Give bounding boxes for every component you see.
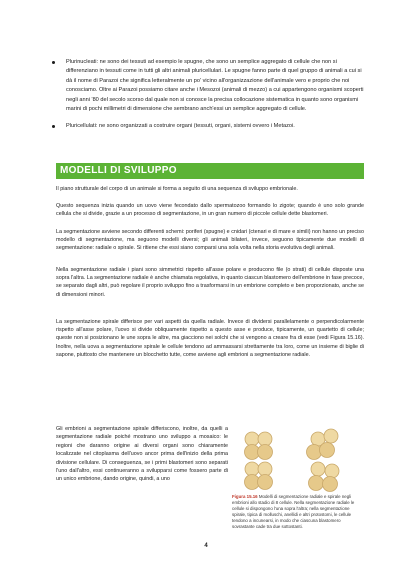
embryo-illustration: [232, 425, 364, 493]
paragraph: La segmentazione avviene secondo differenti schemi: poriferi (spugne) e cnidari (ctenari e di mare e simili) non hanno un preciso modello di segmentazione, ma seguono modelli diversi; gli animali bilateri, invece, seguono tipicamente due modelli di segmentazione: radiale o spirale. Si ritiene che essi siano comparsi una sola volta nella storia evolutiva degli animali.: [56, 229, 364, 252]
figure-label: Figura 15.16: [232, 494, 258, 499]
section-heading: MODELLI DI SVILUPPO: [56, 163, 364, 179]
figure-caption-text: Modelli di segmentazione radiale e spirale negli embrioni allo stadio di 8 cellule. Nella segmentazione radiale le cellule si dispongono l'una sopra l'altra; nella segmentazione spirale, tipica di molluschi, anellidi e altri protostomi, le cellule tendono a incunearsi, in modo che ciascuna blastomero sovrastante cade tra due sottostanti.: [232, 494, 355, 529]
page-number: 4: [204, 543, 208, 549]
bullet-item: [50, 58, 368, 114]
paragraph: La segmentazione spirale differisce per vari aspetti da quella radiale. Invece di dividersi parallelamente o perpendicolarmente rispetto all'asse polare, l'uovo si divide obliquamente rispetto a questo asse e produce, tipicamente, un quartetto di cellule; queste non si posizionano le une sopra le altre, ma giacciono nei solchi che si vengono a creare fra di esse (vedi Figura 15.16). Inoltre, nella uova a segmentazione spirale le cellule tendono ad ammassarsi strettamente tra loro, come un insieme di biglie di sapone, piuttosto che mantenere un blocchetto tutte, come avviene agli embrioni a segmentazione radiale.: [56, 319, 364, 358]
bullet-text: Plurinucleati: ne sono dei tessuti ad esempio le spugne, che sono un semplice aggregato di cellule che non si differenziano in tessuti come in tutti gli altri animali pluricellulari. Le spugne fanno parte di quel gruppo di animali a cui si dà il nome di Parazoi che significa letteralmente un po' vicino all'organizzazione dell'animale vero e proprio che noi conosciamo. Oltre ai Parazoi possiamo citare anche i Mesozoi (animali di mezzo) a cui appartengono organismi scoperti negli anni '80 del secolo scorso dal quale non si conosce la precisa collocazione sistematica in quanto sono organismi marini di pochi millimetri di dimensione che sembrano anch'essi un semplice aggregato di cellule.: [66, 59, 364, 113]
bullet-item: [50, 122, 368, 131]
paragraph: Questo sequenza inizia quando un uovo viene fecondato dallo spermatozoo formando lo zigote; quando è uno solo grande cellula che si divide, grazie a un processo di segmentazione, in un gran numero di piccole cellule dette blastomeri.: [56, 203, 364, 218]
figure-caption: [232, 494, 364, 530]
bullet-dot-icon: [52, 125, 55, 128]
bullet-list: [50, 58, 368, 140]
bullet-text: Pluricellulati: ne sono organizzati a costruire organi (tessuti, organi, sistemi ovvero i Metazoi.: [66, 123, 295, 130]
bullet-dot-icon: [52, 61, 55, 64]
paragraph: Il piano strutturale del corpo di un animale si forma a seguito di una sequenza di sviluppo embrionale.: [56, 186, 298, 192]
column-paragraph: Gli embrioni a segmentazione spirale differiscono, inoltre, da quelli a segmentazione radiale poiché mostrano uno sviluppo a mosaico: le regioni che daranno origine ai diversi organi sono chiaramente localizzate nel citoplasma dell'uovo ancor prima dell'inizio della prima divisione cellulare. Di conseguenza, se i primi blastomeri sono separati l'uno dall'altro, essi continueranno a svilupparsi come fossero parte di un unico embrione, dando origine, quindi, a uno: [56, 426, 228, 483]
paragraph: Nella segmentazione radiale i piani sono simmetrici rispetto all'asse polare e producono file (o strati) di cellule disposte una sopra l'altra. La segmentazione radiale è anche chiamata regolativa, in quanto ciascun blastomero dell'embrione in fase precoce, se separato dagli altri, può regolare il proprio sviluppo fino a trasformarsi in un embrione completo e ben proporzionato, anche se di dimensioni minori.: [56, 267, 364, 298]
